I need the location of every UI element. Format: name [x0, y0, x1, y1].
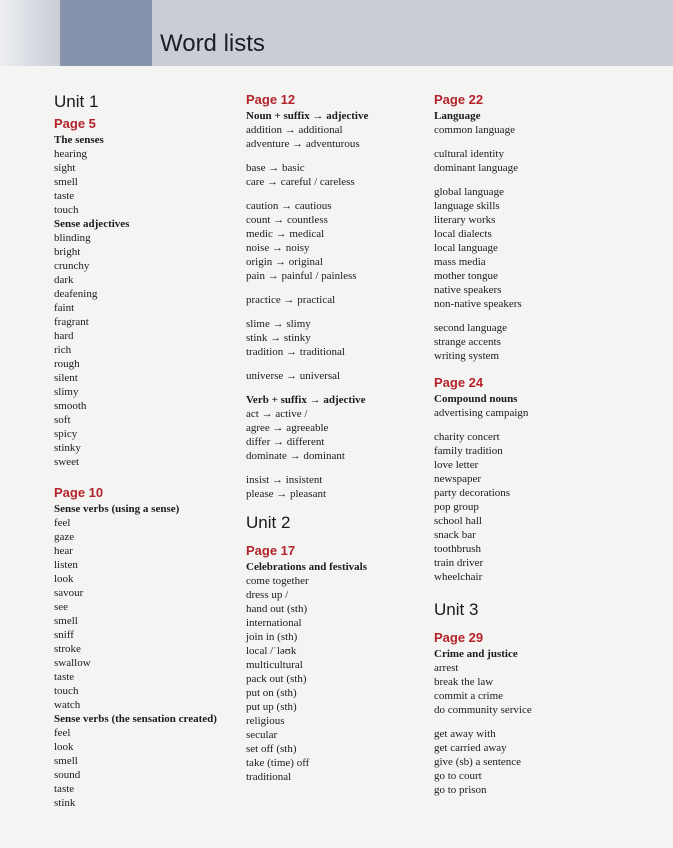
word-item: family tradition: [434, 445, 503, 457]
word-item: traditional: [246, 771, 292, 783]
word-item: gaze: [54, 531, 75, 543]
word-item: local /ˈləʊk: [246, 645, 297, 657]
word-item: smooth: [54, 400, 87, 412]
word-item: practice → practical: [246, 294, 336, 306]
word-item: put up (sth): [246, 701, 297, 713]
word-item: train driver: [434, 557, 484, 569]
word-item: crunchy: [54, 260, 90, 272]
word-list: [246, 369, 426, 383]
section-heading: The senses: [54, 134, 104, 146]
word-item: addition → additional: [246, 124, 343, 136]
word-item: mother tongue: [434, 270, 498, 282]
column-1: [54, 90, 234, 810]
word-item: sound: [54, 769, 81, 781]
word-item: bright: [54, 246, 81, 258]
word-list: [54, 231, 234, 469]
word-item: tradition → traditional: [246, 346, 345, 358]
section-heading: Crime and justice: [434, 648, 518, 660]
section-heading: Sense verbs (using a sense): [54, 503, 180, 515]
word-item: pain → painful / painless: [246, 270, 357, 282]
word-item: insist → insistent: [246, 474, 323, 486]
word-item: pack out (sth): [246, 673, 307, 685]
word-item: secular: [246, 729, 278, 741]
page-heading: Page 24: [434, 375, 484, 390]
word-item: noise → noisy: [246, 242, 310, 254]
word-list: [434, 430, 624, 584]
word-item: charity concert: [434, 431, 500, 443]
word-item: get carried away: [434, 742, 507, 754]
header-banner: [0, 0, 673, 66]
word-item: party decorations: [434, 487, 511, 499]
word-item: feel: [54, 517, 71, 529]
word-item: watch: [54, 699, 81, 711]
page-heading: Page 29: [434, 630, 484, 645]
word-item: mass media: [434, 256, 486, 268]
word-item: put on (sth): [246, 687, 297, 699]
word-item: go to prison: [434, 784, 487, 796]
word-item: taste: [54, 671, 75, 683]
word-list: [54, 726, 234, 810]
word-item: spicy: [54, 428, 78, 440]
word-item: care → careful / careless: [246, 176, 355, 188]
word-item: sniff: [54, 629, 74, 641]
word-list: [246, 317, 426, 359]
word-item: origin → original: [246, 256, 323, 268]
page-heading: Page 22: [434, 92, 484, 107]
word-item: touch: [54, 204, 79, 216]
section-heading: Language: [434, 110, 481, 122]
word-item: break the law: [434, 676, 494, 688]
word-item: smell: [54, 615, 78, 627]
word-item: international: [246, 617, 302, 629]
word-list: [246, 574, 426, 784]
word-item: cultural identity: [434, 148, 504, 160]
word-item: do community service: [434, 704, 532, 716]
word-item: soft: [54, 414, 71, 426]
word-item: look: [54, 573, 74, 585]
word-item: literary works: [434, 214, 496, 226]
word-item: sweet: [54, 456, 80, 468]
word-item: smell: [54, 755, 78, 767]
word-item: slime → slimy: [246, 318, 311, 330]
word-item: toothbrush: [434, 543, 482, 555]
word-item: snack bar: [434, 529, 476, 541]
word-list: [434, 185, 624, 311]
word-list: [246, 407, 426, 463]
section-heading: Compound nouns: [434, 393, 518, 405]
word-item: hard: [54, 330, 74, 342]
word-list: [434, 406, 624, 420]
word-item: dark: [54, 274, 74, 286]
unit-heading: Unit 3: [434, 600, 479, 619]
word-item: non-native speakers: [434, 298, 522, 310]
word-item: set off (sth): [246, 743, 297, 755]
word-item: taste: [54, 190, 75, 202]
word-item: swallow: [54, 657, 91, 669]
word-item: slimy: [54, 386, 79, 398]
word-list: [246, 473, 426, 501]
word-item: multicultural: [246, 659, 303, 671]
word-item: agree → agreeable: [246, 422, 329, 434]
page-heading: Page 10: [54, 485, 104, 500]
section-heading: Sense adjectives: [54, 218, 130, 230]
word-item: smell: [54, 176, 78, 188]
word-item: blinding: [54, 232, 91, 244]
word-item: silent: [54, 372, 78, 384]
word-item: hearing: [54, 148, 87, 160]
page-heading: Page 12: [246, 92, 296, 107]
word-item: commit a crime: [434, 690, 504, 702]
word-item: base → basic: [246, 162, 305, 174]
word-item: strange accents: [434, 336, 501, 348]
word-item: hand out (sth): [246, 603, 308, 615]
word-item: pop group: [434, 501, 479, 513]
word-item: writing system: [434, 350, 500, 362]
page-title: Word lists: [160, 30, 265, 57]
word-item: count → countless: [246, 214, 328, 226]
word-item: touch: [54, 685, 79, 697]
word-item: caution → cautious: [246, 200, 332, 212]
word-item: savour: [54, 587, 84, 599]
word-list: [246, 199, 426, 283]
word-item: language skills: [434, 200, 500, 212]
column-2: [246, 90, 426, 784]
word-item: fragrant: [54, 316, 89, 328]
word-item: differ → different: [246, 436, 325, 448]
word-item: stink: [54, 797, 76, 809]
word-item: join in (sth): [246, 631, 298, 643]
word-item: school hall: [434, 515, 482, 527]
word-list: [434, 123, 624, 137]
word-item: dominate → dominant: [246, 450, 345, 462]
word-item: rough: [54, 358, 80, 370]
page-heading: Page 5: [54, 116, 96, 131]
word-item: dress up /: [246, 589, 289, 601]
word-item: common language: [434, 124, 515, 136]
word-item: sight: [54, 162, 76, 174]
word-list: [434, 661, 624, 717]
section-heading: Sense verbs (the sensation created): [54, 713, 217, 725]
banner-fade: [0, 0, 60, 66]
word-list: [246, 293, 426, 307]
section-heading: Celebrations and festivals: [246, 561, 367, 573]
word-list: [54, 516, 234, 712]
word-item: dominant language: [434, 162, 519, 174]
word-item: get away with: [434, 728, 496, 740]
word-item: native speakers: [434, 284, 502, 296]
word-item: love letter: [434, 459, 479, 471]
word-item: faint: [54, 302, 75, 314]
banner-accent-block: [60, 0, 152, 66]
word-item: see: [54, 601, 69, 613]
word-item: advertising campaign: [434, 407, 529, 419]
word-item: go to court: [434, 770, 482, 782]
word-item: look: [54, 741, 74, 753]
word-item: hear: [54, 545, 73, 557]
word-item: deafening: [54, 288, 98, 300]
section-heading: Noun + suffix → adjective: [246, 110, 369, 122]
word-item: listen: [54, 559, 78, 571]
word-item: local dialects: [434, 228, 492, 240]
word-item: stinky: [54, 442, 81, 454]
word-item: religious: [246, 715, 285, 727]
word-item: stroke: [54, 643, 81, 655]
page-heading: Page 17: [246, 543, 296, 558]
word-item: arrest: [434, 662, 459, 674]
word-item: please → pleasant: [246, 488, 327, 500]
word-item: stink → stinky: [246, 332, 311, 344]
word-item: local language: [434, 242, 498, 254]
word-item: feel: [54, 727, 71, 739]
unit-heading: Unit 2: [246, 513, 291, 532]
word-list: [434, 727, 624, 797]
word-item: give (sb) a sentence: [434, 756, 522, 768]
word-item: second language: [434, 322, 507, 334]
word-list: [246, 161, 426, 189]
word-item: newspaper: [434, 473, 482, 485]
section-heading: Verb + suffix → adjective: [246, 394, 366, 406]
word-item: medic → medical: [246, 228, 325, 240]
unit-heading: Unit 1: [54, 92, 99, 111]
word-item: universe → universal: [246, 370, 341, 382]
word-item: rich: [54, 344, 72, 356]
word-item: adventure → adventurous: [246, 138, 360, 150]
word-item: come together: [246, 575, 309, 587]
word-list: [434, 321, 624, 363]
word-list: [434, 147, 624, 175]
word-item: take (time) off: [246, 757, 310, 769]
word-item: taste: [54, 783, 75, 795]
word-item: global language: [434, 186, 504, 198]
column-3: [434, 90, 624, 797]
word-item: act → active /: [246, 408, 308, 420]
word-list: [246, 123, 426, 151]
word-item: wheelchair: [434, 571, 483, 583]
word-list: [54, 147, 234, 217]
